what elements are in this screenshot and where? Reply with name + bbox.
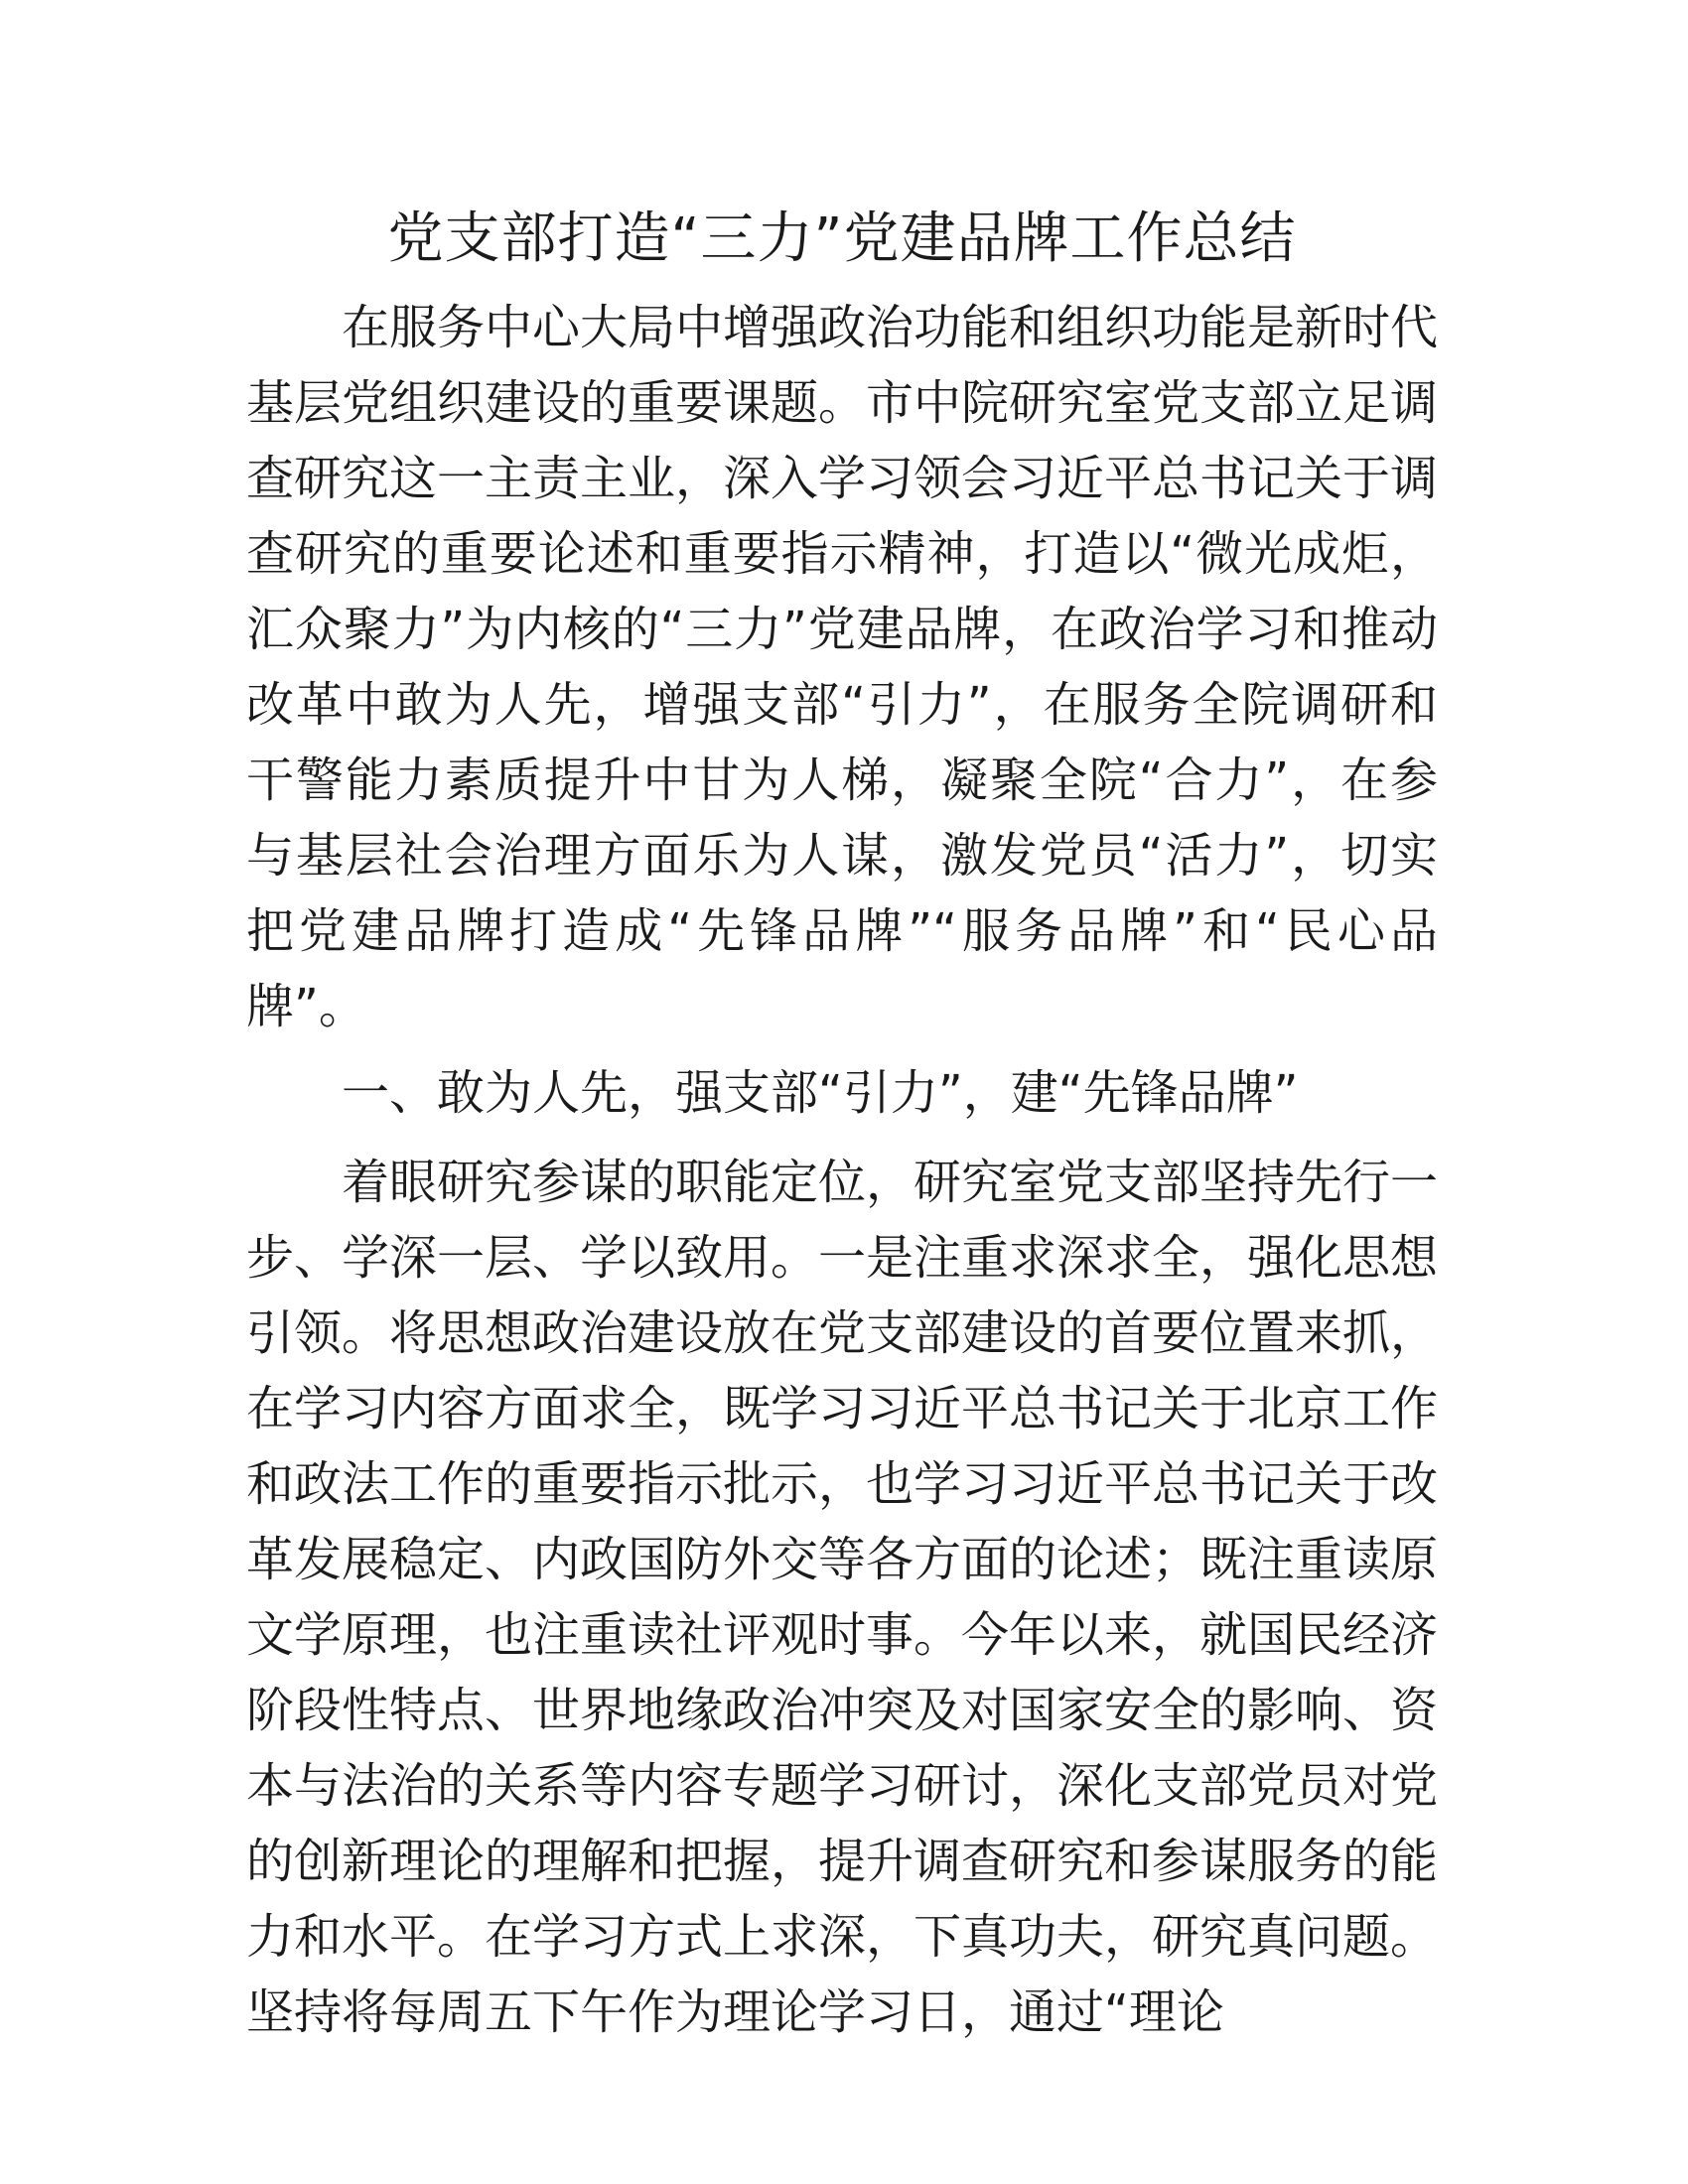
intro-paragraph: 在服务中心大局中增强政治功能和组织功能是新时代基层党组织建设的重要课题。市中院研究室党支部立足调查研究这一主责主业，深入学习领会习近平总书记关于调查研究的重要论述和重要指示精神，打造以“微光成炬，汇众聚力”为内核的“三力”党建品牌，在政治学习和推动改革中敢为人先，增强支部“引力”，在服务全院调研和干警能力素质提升中甘为人梯，凝聚全院“合力”，在参与基层社会治理方面乐为人谋，激发党员“活力”，切实把党建品牌打造成“先锋品牌”“服务品牌”和“民心品牌”。 (246, 300, 1439, 1034)
document-body (246, 195, 1438, 2050)
section-heading: 一、敢为人先，强支部“引力”，建“先锋品牌” (342, 1065, 1299, 1121)
body-paragraph: 着眼研究参谋的职能定位，研究室党支部坚持先行一步、学深一层、学以致用。一是注重求深求全，强化思想引领。将思想政治建设放在党支部建设的首要位置来抓，在学习内容方面求全，既学习习近平总书记关于北京工作和政法工作的重要指示批示，也学习习近平总书记关于改革发展稳定、内政国防外交等各方面的论述；既注重读原文学原理，也注重读社评观时事。今年以来，就国民经济阶段性特点、世界地缘政治冲突及对国家安全的影响、资本与法治的关系等内容专题学习研讨，深化支部党员对党的创新理论的理解和把握，提升调查研究和参谋服务的能力和水平。在学习方式上求深，下真功夫，研究真问题。坚持将每周五下午作为理论学习日，通过“理论 (246, 1155, 1439, 2040)
document-title: 党支部打造“三力”党建品牌工作总结 (387, 206, 1297, 271)
